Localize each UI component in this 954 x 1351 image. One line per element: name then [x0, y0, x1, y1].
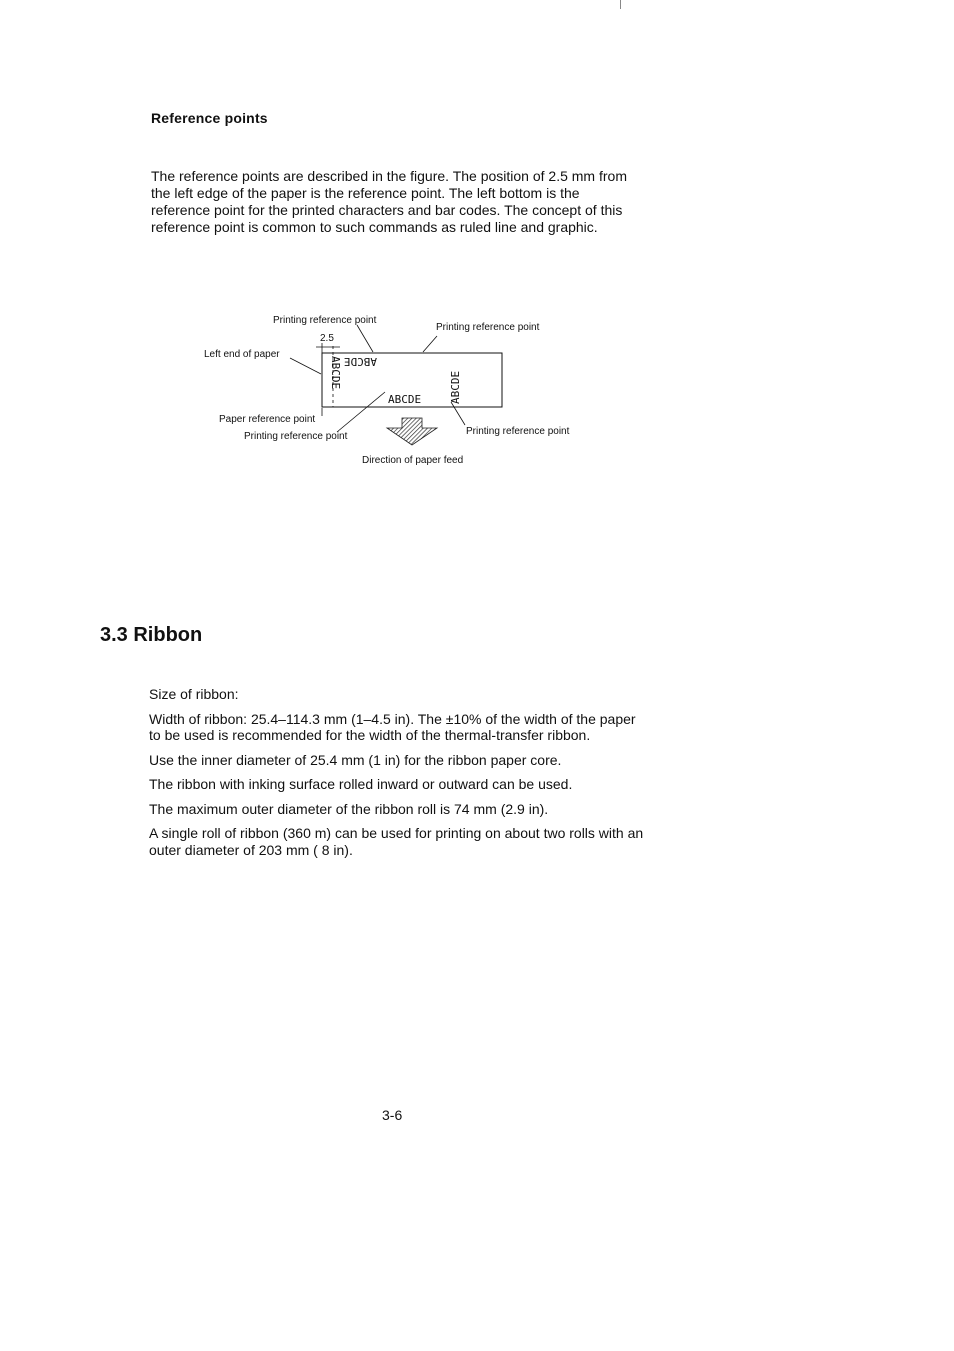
label-dimension: 2.5 — [320, 333, 334, 344]
label-paper-ref: Paper reference point — [219, 414, 316, 425]
leader-print-ref-bottom-left — [337, 392, 385, 432]
ribbon-paragraph: A single roll of ribbon (360 m) can be used for printing on about two rolls with an outer diameter of 203 mm ( 8 in). — [149, 825, 644, 858]
leader-print-ref-bottom-right — [451, 402, 465, 425]
label-print-ref-bottom-left: Printing reference point — [244, 431, 348, 442]
label-direction-of-feed: Direction of paper feed — [362, 455, 464, 466]
figure-drawing — [195, 308, 615, 478]
ribbon-paragraph: The maximum outer diameter of the ribbon roll is 74 mm (2.9 in). — [149, 800, 549, 817]
ribbon-body — [149, 686, 649, 866]
ribbon-paragraph: The ribbon with inking surface rolled inward or outward can be used. — [149, 776, 573, 792]
sample-text-normal: ABCDE — [388, 393, 422, 406]
leader-print-ref-top-right — [423, 336, 437, 352]
section-heading-reference-points: Reference points — [151, 110, 268, 126]
feed-direction-arrow — [387, 418, 437, 445]
label-print-ref-bottom-right: Printing reference point — [466, 426, 570, 437]
sample-text-rotated-270: ABCDE — [449, 370, 462, 404]
ribbon-paragraph: Width of ribbon: 25.4–114.3 mm (1–4.5 in). The ±10% of the width of the paper to be used is recommended for the width of the thermal-transfer ribbon. — [149, 710, 636, 743]
leader-print-ref-top — [357, 325, 373, 352]
ribbon-paragraph: Use the inner diameter of 25.4 mm (1 in) for the ribbon paper core. — [149, 751, 562, 768]
reference-points-paragraph: The reference points are described in the figure. The position of 2.5 mm from the left edge of the paper is the reference point. The left bottom is the reference point for the printed characters and bar codes. The concept of this reference point is common to such commands as ruled line and graphic. — [151, 168, 627, 235]
reference-point-figure — [195, 308, 615, 478]
label-print-ref-top-right: Printing reference point — [436, 322, 540, 333]
leader-left-end — [290, 358, 321, 374]
ribbon-size-label: Size of ribbon: — [149, 686, 239, 702]
sample-text-rotated-180: ABCDE — [343, 355, 377, 368]
sample-text-rotated-90: ABCDE — [329, 356, 342, 390]
edge-mark — [620, 0, 621, 9]
label-print-ref-top: Printing reference point — [273, 315, 377, 326]
label-left-end-of-paper: Left end of paper — [204, 349, 280, 360]
page-number: 3-6 — [382, 1107, 403, 1123]
section-heading-ribbon: 3.3 Ribbon — [100, 624, 203, 646]
